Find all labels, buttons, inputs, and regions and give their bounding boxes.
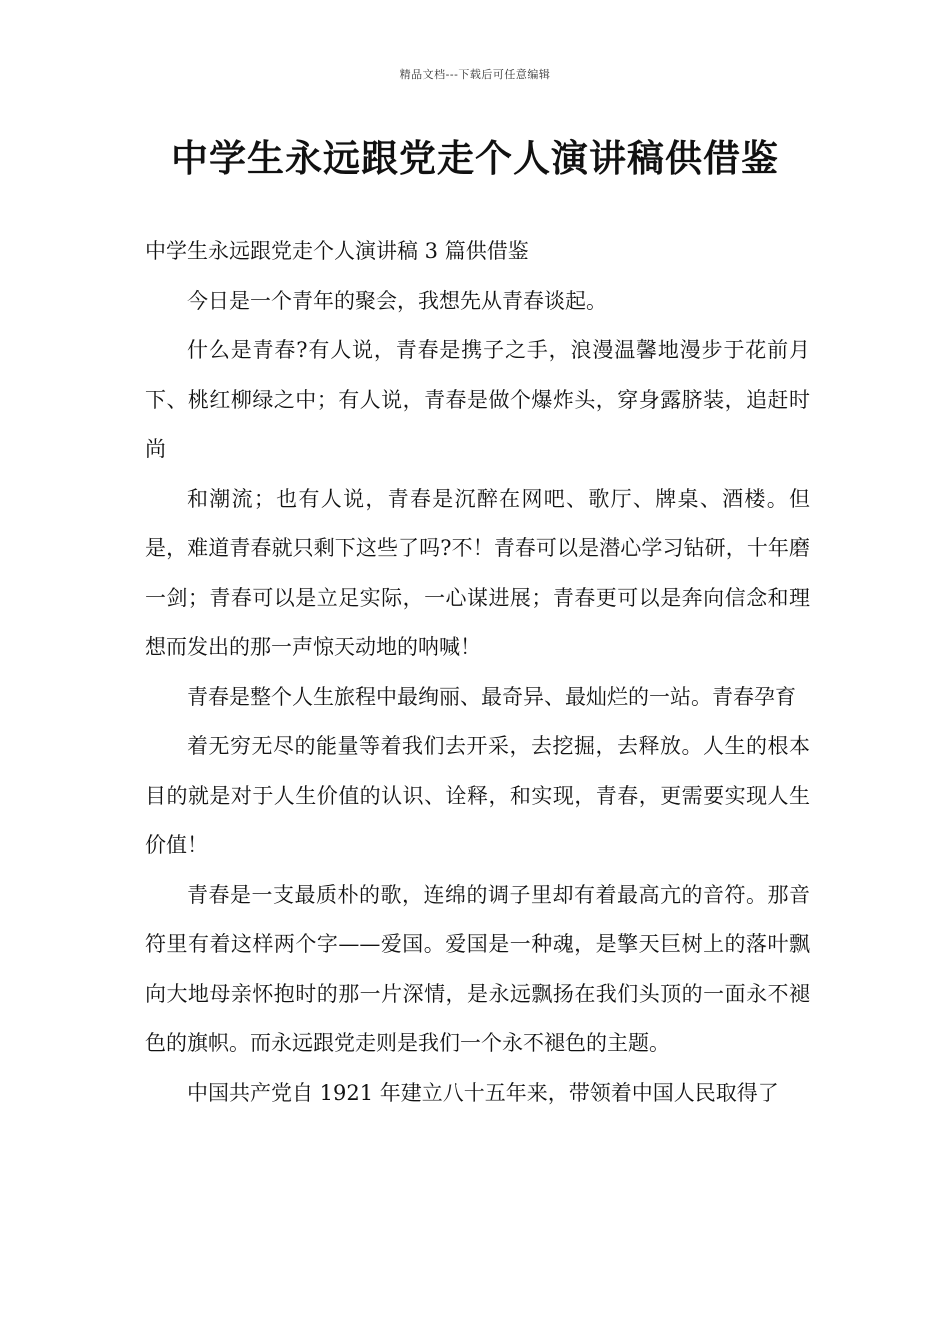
paragraph: 着无穷无尽的能量等着我们去开采，去挖掘，去释放。人生的根本目的就是对于人生价值的认识、诠释，和实现，青春，更需要实现人生价值！ xyxy=(145,734,810,857)
document-subtitle: 中学生永远跟党走个人演讲稿 3 篇供借鉴 xyxy=(145,239,529,263)
document-title: 中学生永远跟党走个人演讲稿供借鉴 xyxy=(171,137,779,180)
paragraph: 和潮流；也有人说，青春是沉醉在网吧、歌厅、牌桌、酒楼。但是，难道青春就只剩下这些了吗?不！青春可以是潜心学习钻研，十年磨一剑；青春可以是立足实际，一心谋进展；青春更可以是奔向信念和理想而发出的那一声惊天动地的呐喊！ xyxy=(145,486,810,659)
paragraph: 今日是一个青年的聚会，我想先从青春谈起。 xyxy=(187,288,607,313)
paragraph: 什么是青春?有人说，青春是携子之手，浪漫温馨地漫步于花前月下、桃红柳绿之中；有人说，青春是做个爆炸头，穿身露脐装，追赶时尚 xyxy=(145,338,810,461)
paragraph: 青春是一支最质朴的歌，连绵的调子里却有着最高亢的音符。那音符里有着这样两个字——爱国。爱国是一种魂，是擎天巨树上的落叶飘向大地母亲怀抱时的那一片深情，是永远飘扬在我们头顶的一面永不褪色的旗帜。而永远跟党走则是我们一个永不褪色的主题。 xyxy=(145,882,810,1055)
header-note: 精品文档---下载后可任意编辑 xyxy=(399,68,551,81)
paragraph: 青春是整个人生旅程中最绚丽、最奇异、最灿烂的一站。青春孕育 xyxy=(187,684,796,709)
document-body xyxy=(145,227,810,1118)
paragraph: 中国共产党自 1921 年建立八十五年来，带领着中国人民取得了 xyxy=(187,1080,779,1105)
